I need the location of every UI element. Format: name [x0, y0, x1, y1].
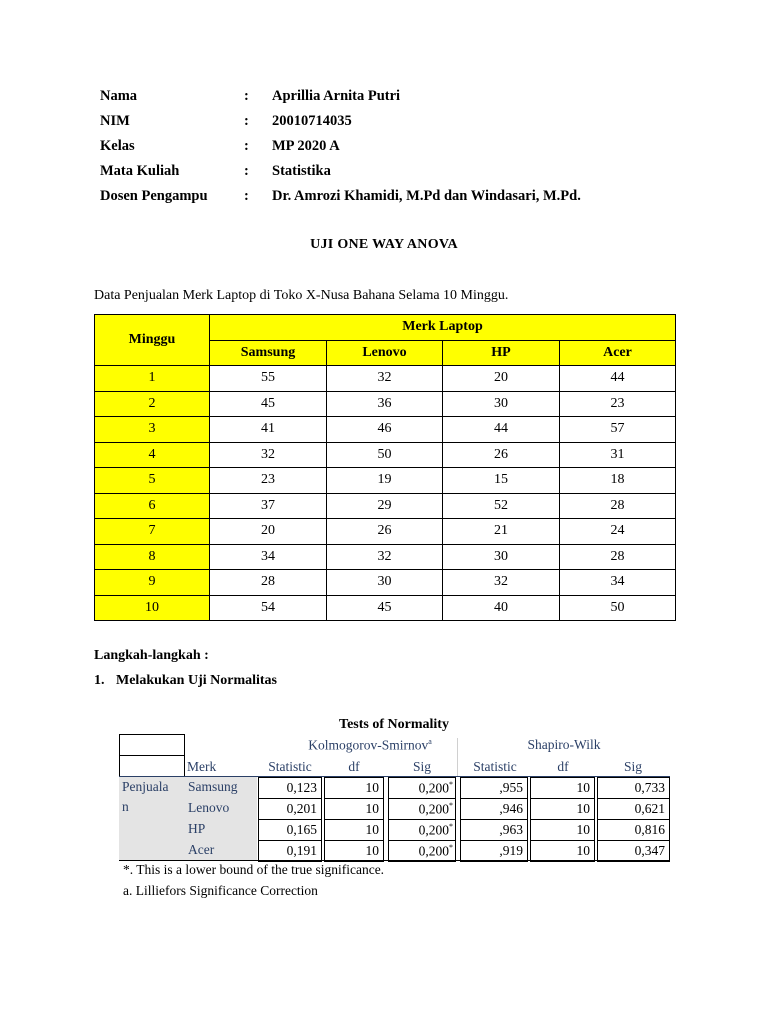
col-header: df [348, 759, 360, 774]
stat-sup: * [449, 780, 453, 789]
sales-value-cell: 19 [327, 468, 443, 494]
stat-cell [258, 798, 322, 820]
col-header: df [557, 759, 569, 774]
corner-cell-top [119, 734, 185, 756]
info-label: Nama [100, 88, 138, 104]
info-label: Kelas [100, 138, 135, 154]
stat-value: 10 [576, 780, 590, 795]
sales-row [95, 519, 676, 545]
info-row-nim [100, 111, 660, 136]
footnote-1: *. This is a lower bound of the true significance. [123, 862, 385, 877]
sales-value-cell: 29 [327, 493, 443, 519]
sales-value-cell: 21 [443, 519, 560, 545]
stat-value: 0,191 [286, 843, 317, 858]
stat-cell [530, 819, 595, 841]
stat-value: 0,165 [286, 822, 317, 837]
minggu-cell: 2 [95, 391, 210, 417]
stat-cell [530, 840, 595, 862]
sales-row [95, 493, 676, 519]
stat-cell [530, 777, 595, 799]
stat-value: 10 [365, 780, 379, 795]
sales-value-cell: 36 [327, 391, 443, 417]
sales-value-cell: 18 [560, 468, 676, 494]
sales-value-cell: 28 [210, 570, 327, 596]
info-row-nama [100, 86, 660, 111]
sales-value-cell: 28 [560, 493, 676, 519]
stat-cell [460, 819, 528, 841]
stat-sup: * [449, 822, 453, 831]
stat-value: 0,816 [634, 822, 665, 837]
ks-header-text: Kolmogorov-Smirnov [308, 737, 429, 753]
sales-value-cell: 50 [327, 442, 443, 468]
stat-sup: * [449, 843, 453, 852]
stat-cell [597, 840, 670, 862]
minggu-cell: 1 [95, 366, 210, 392]
minggu-cell: 9 [95, 570, 210, 596]
ks-header-sup: a [428, 737, 432, 746]
step-label: Melakukan Uji Normalitas [116, 673, 277, 688]
sales-value-cell: 32 [210, 442, 327, 468]
sales-value-cell: 30 [443, 391, 560, 417]
stat-cell [597, 777, 670, 799]
info-colon: : [244, 163, 249, 179]
sales-value-cell: 40 [443, 595, 560, 621]
group-divider [457, 738, 458, 776]
merk-laptop-header: Merk Laptop [210, 315, 676, 341]
info-value: Statistika [272, 163, 331, 179]
info-label: NIM [100, 113, 130, 129]
merk-header: Merk [187, 759, 217, 774]
stat-cell [388, 819, 456, 841]
sales-row [95, 595, 676, 621]
sales-value-cell: 52 [443, 493, 560, 519]
stat-value: 0,347 [634, 843, 665, 858]
sales-value-cell: 26 [327, 519, 443, 545]
minggu-header: Minggu [95, 315, 210, 366]
sales-value-cell: 32 [443, 570, 560, 596]
stat-cell [258, 777, 322, 799]
sales-value-cell: 28 [560, 544, 676, 570]
sw-header: Shapiro-Wilk [527, 737, 601, 752]
stat-cell [460, 798, 528, 820]
stat-value: 0,200 [418, 801, 449, 817]
col-header: Statistic [473, 759, 517, 774]
sales-value-cell: 20 [443, 366, 560, 392]
stat-value: 0,200 [418, 843, 449, 859]
student-info [100, 86, 660, 211]
info-colon: : [244, 113, 249, 129]
sales-value-cell: 45 [327, 595, 443, 621]
sales-value-cell: 41 [210, 417, 327, 443]
sales-value-cell: 31 [560, 442, 676, 468]
stat-value: 0,123 [286, 780, 317, 795]
stat-cell [460, 777, 528, 799]
sales-value-cell: 32 [327, 544, 443, 570]
sales-value-cell: 55 [210, 366, 327, 392]
normality-title: Tests of Normality [339, 717, 449, 732]
sales-value-cell: 32 [327, 366, 443, 392]
corner-cell-bottom [119, 755, 185, 777]
minggu-cell: 4 [95, 442, 210, 468]
sales-row [95, 442, 676, 468]
sales-value-cell: 15 [443, 468, 560, 494]
stat-cell [324, 777, 384, 799]
stat-value: ,955 [499, 780, 523, 795]
stat-cell [597, 798, 670, 820]
sales-table-body [95, 366, 676, 621]
stat-cell [388, 777, 456, 799]
info-row-kelas [100, 136, 660, 161]
sales-value-cell: 26 [443, 442, 560, 468]
stat-cell [258, 819, 322, 841]
sales-row [95, 391, 676, 417]
info-value: 20010714035 [272, 113, 352, 129]
minggu-cell: 3 [95, 417, 210, 443]
stat-cell [388, 798, 456, 820]
minggu-cell: 6 [95, 493, 210, 519]
stat-cell [597, 819, 670, 841]
col-header: Statistic [268, 759, 312, 774]
stat-cell [258, 840, 322, 862]
sales-value-cell: 44 [560, 366, 676, 392]
sales-value-cell: 54 [210, 595, 327, 621]
sales-row [95, 366, 676, 392]
sales-value-cell: 20 [210, 519, 327, 545]
info-label: Dosen Pengampu [100, 188, 208, 204]
sales-value-cell: 44 [443, 417, 560, 443]
sales-value-cell: 57 [560, 417, 676, 443]
brand-header: Acer [560, 340, 676, 366]
info-value: MP 2020 A [272, 138, 340, 154]
info-value: Aprillia Arnita Putri [272, 88, 401, 104]
ks-header [265, 737, 475, 754]
minggu-cell: 10 [95, 595, 210, 621]
stat-sup: * [449, 801, 453, 810]
info-colon: : [244, 138, 249, 154]
brand-header: HP [443, 340, 560, 366]
step-1 [94, 673, 277, 689]
stat-cell [324, 840, 384, 862]
sales-row [95, 570, 676, 596]
step-number: 1. [94, 673, 105, 688]
sales-value-cell: 46 [327, 417, 443, 443]
sales-row [95, 544, 676, 570]
stat-value: 0,200 [418, 780, 449, 796]
stat-value: 10 [576, 822, 590, 837]
steps-title: Langkah-langkah : [94, 648, 209, 663]
col-header: Sig [412, 759, 431, 774]
sales-value-cell: 23 [560, 391, 676, 417]
stat-cell [530, 798, 595, 820]
info-label: Mata Kuliah [100, 163, 180, 179]
sales-value-cell: 45 [210, 391, 327, 417]
info-row-dosen [100, 186, 660, 211]
sales-row [95, 468, 676, 494]
info-value: Dr. Amrozi Khamidi, M.Pd dan Windasari, M.Pd. [272, 188, 581, 204]
stat-cell [388, 840, 456, 862]
sales-value-cell: 34 [560, 570, 676, 596]
sales-table [94, 314, 676, 621]
brand-header: Samsung [210, 340, 327, 366]
row-group-label-line2: n [122, 799, 129, 814]
sales-value-cell: 37 [210, 493, 327, 519]
brand-header: Lenovo [327, 340, 443, 366]
stat-value: 0,201 [286, 801, 317, 816]
sales-value-cell: 24 [560, 519, 676, 545]
merk-cell: Acer [186, 840, 257, 861]
stat-value: 10 [365, 822, 379, 837]
stat-value: 10 [365, 843, 379, 858]
stat-value: 0,733 [634, 780, 665, 795]
merk-cell: Samsung [186, 777, 257, 798]
stat-value: ,919 [499, 843, 523, 858]
merk-cell: HP [186, 819, 257, 840]
sales-row [95, 417, 676, 443]
stat-value: ,963 [499, 822, 523, 837]
sales-value-cell: 23 [210, 468, 327, 494]
stat-value: 10 [365, 801, 379, 816]
info-colon: : [244, 88, 249, 104]
document-title: UJI ONE WAY ANOVA [310, 237, 458, 252]
col-header: Sig [623, 759, 642, 774]
footnote-2: a. Lilliefors Significance Correction [123, 883, 318, 898]
sales-value-cell: 30 [443, 544, 560, 570]
merk-cell: Lenovo [186, 798, 257, 819]
stat-value: ,946 [499, 801, 523, 816]
info-row-mata-kuliah [100, 161, 660, 186]
stat-value: 10 [576, 843, 590, 858]
minggu-cell: 7 [95, 519, 210, 545]
stat-value: 0,200 [418, 822, 449, 838]
stat-cell [324, 798, 384, 820]
table-caption: Data Penjualan Merk Laptop di Toko X-Nusa Bahana Selama 10 Minggu. [94, 288, 509, 303]
minggu-cell: 5 [95, 468, 210, 494]
info-colon: : [244, 188, 249, 204]
sales-value-cell: 50 [560, 595, 676, 621]
stat-value: 0,621 [634, 801, 665, 816]
sales-value-cell: 30 [327, 570, 443, 596]
row-group-label [119, 777, 186, 861]
row-group-label-line1: Penjuala [122, 779, 169, 794]
stat-cell [324, 819, 384, 841]
minggu-cell: 8 [95, 544, 210, 570]
sales-value-cell: 34 [210, 544, 327, 570]
bottom-rule [119, 860, 670, 861]
stat-cell [460, 840, 528, 862]
stat-value: 10 [576, 801, 590, 816]
